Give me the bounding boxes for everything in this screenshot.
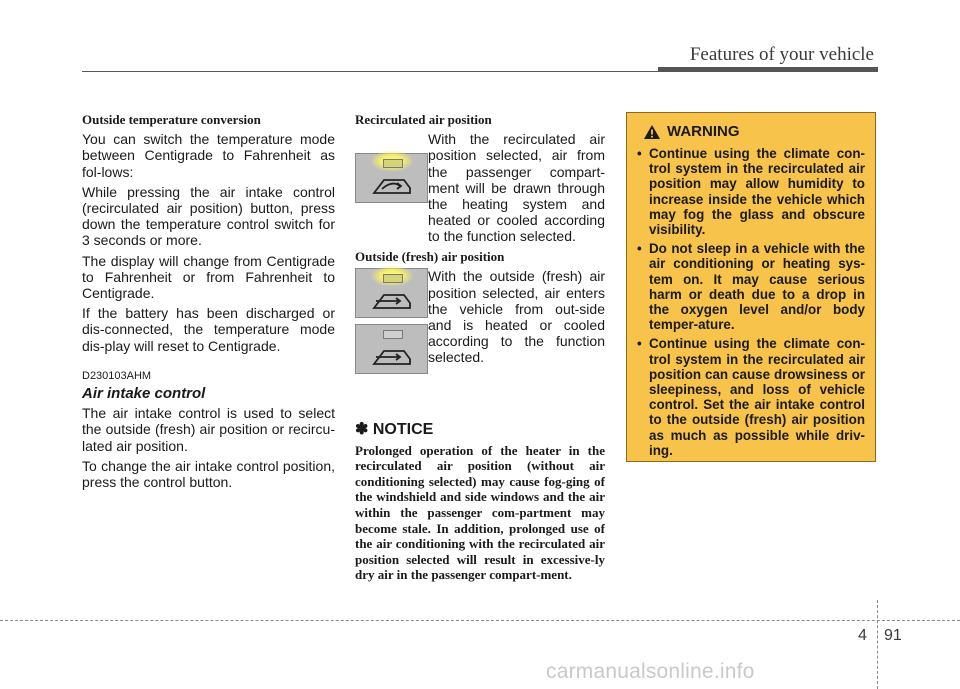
footer-page-divider [877,600,878,689]
recirculated-heading: Recirculated air position [355,112,492,127]
fresh-text: With the outside (fresh) air position selected, air enters the vehicle from out-side and is heated or cooled according to the function selected. [428,268,605,366]
section-code: D230103AHM [82,369,152,382]
section-heading-air-intake: Air intake control [82,385,206,403]
warning-triangle-icon [643,124,661,140]
notice-heading [355,422,605,438]
car-fresh-air-symbol [370,343,414,369]
fresh-heading: Outside (fresh) air position [355,249,505,265]
chapter-number: 4 [858,627,867,644]
fresh-air-button-unlit-icon [355,324,428,374]
notice-body: Prolonged operation of the heater in the recirculated air position (without air conditioning selected) may cause fog-ging of the windshield and side windows and the air within the passenger com-partment may become stale. In addition, prolonged use of the air conditioning with the recirculated air position selected will result in excessive-ly dry air in the passenger compart-ment. [355,442,605,583]
warning-item: • Continue using the climate con-trol system in the recirculated air position may allow humidity to increase inside the vehicle which may fog the glass and obscure visibility. [637,146,865,237]
middle-column [355,112,605,587]
left-column [82,112,335,494]
warning-title: WARNING [667,123,740,140]
fresh-air-button-lit-icon [355,268,428,318]
indicator-light [383,274,403,283]
warning-item: • Do not sleep in a vehicle with the air conditioning or heating sys-tem on. It may cause serious harm or death due to a drop in the oxygen level and/or body temper-ature. [637,241,865,332]
page-number: 91 [884,627,902,644]
header-title: Features of your vehicle [689,44,874,65]
indicator-light [383,159,403,168]
paragraph: To change the air intake control position, press the control button. [82,457,335,491]
recirculated-text: With the recirculated air position selected, air from the passenger compart-ment will be drawn through the heating system and heated or cooled according to the function selected. [428,131,605,245]
paragraph: The display will change from Centigrade to Fahrenheit or from Fahrenheit to Centigrade. [82,252,335,302]
warning-box [626,112,876,462]
paragraph: You can switch the temperature mode between Centigrade to Fahrenheit as fol-lows: [82,131,335,180]
section-heading-temperature: Outside temperature conversion [82,112,261,127]
warning-item: • Continue using the climate con-trol system in the recirculated air position can cause drowsiness or sleepiness, and loss of vehicle control. Set the air intake control to the outside (fresh) air position as much as possible while driv-ing. [637,336,865,458]
indicator-light [383,330,403,339]
car-fresh-air-symbol [370,287,414,313]
paragraph: If the battery has been discharged or dis-connected, the temperature mode dis-play will reset to Centigrade. [82,305,335,354]
watermark: carmanualsonline.info [546,660,755,683]
paragraph: The air intake control is used to select the outside (fresh) air position or recircu-lated air position. [82,405,335,454]
notice-icon: ✽ [355,421,369,439]
footer-divider [0,620,960,621]
car-recirculation-symbol [370,172,414,198]
warning-list [637,146,865,458]
paragraph: While pressing the air intake control (recirculated air position) button, press down the temperature control switch for 3 seconds or more. [82,183,335,249]
fresh-block [355,268,605,398]
header-rule-accent [658,67,878,72]
recirculated-air-button-icon [355,153,428,203]
recirculated-block [355,131,605,249]
warning-header [643,123,865,140]
notice-title: NOTICE [372,421,434,439]
